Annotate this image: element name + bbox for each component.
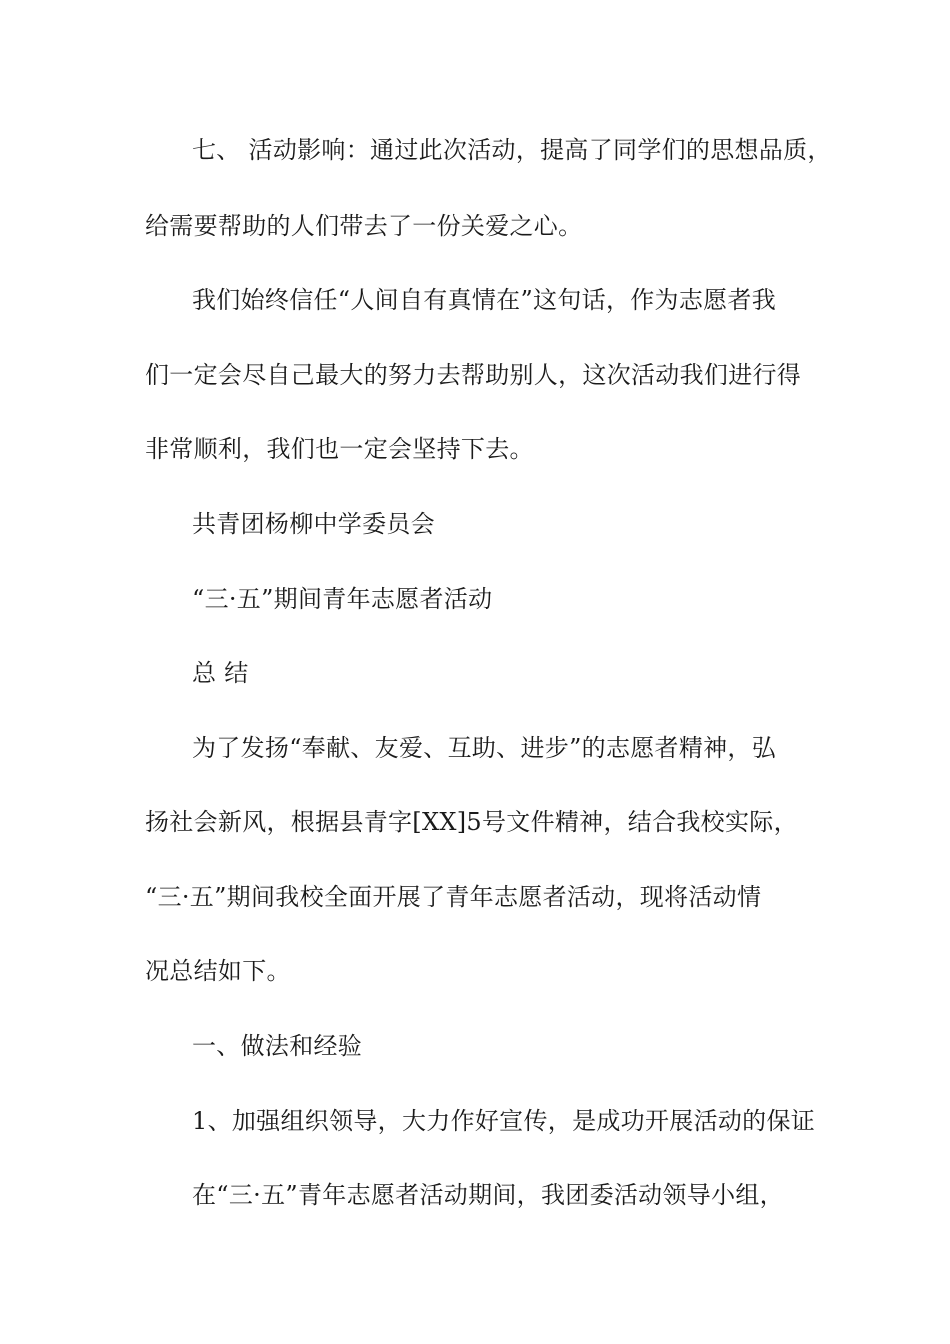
text-line: 况总结如下。 bbox=[145, 957, 291, 985]
section-title: “三·五”期间青年志愿者活动 bbox=[192, 585, 493, 613]
subheading-organization: 1、加强组织领导，大力作好宣传，是成功开展活动的保证 bbox=[192, 1107, 816, 1135]
section-subtitle: 总 结 bbox=[192, 659, 249, 687]
text-line: 给需要帮助的人们带去了一份关爱之心。 bbox=[145, 212, 583, 240]
text-line: 非常顺利，我们也一定会坚持下去。 bbox=[145, 435, 534, 463]
text-line: 扬社会新风，根据县青字[XX]5号文件精神，结合我校实际， bbox=[145, 808, 798, 836]
text-line: “三·五”期间我校全面开展了青年志愿者活动，现将活动情 bbox=[145, 883, 762, 911]
organization-name: 共青团杨柳中学委员会 bbox=[192, 510, 435, 538]
text-line: 我们始终信任“人间自有真情在”这句话，作为志愿者我 bbox=[192, 286, 777, 314]
text-line: 为了发扬“奉献、友爱、互助、进步”的志愿者精神，弘 bbox=[192, 734, 777, 762]
text-line-activity-impact: 七、 活动影响：通过此次活动，提高了同学们的思想品质， bbox=[192, 136, 832, 164]
text-line: 们一定会尽自己最大的努力去帮助别人，这次活动我们进行得 bbox=[145, 361, 802, 389]
heading-methods: 一、做法和经验 bbox=[192, 1032, 363, 1060]
text-line: 在“三·五”青年志愿者活动期间，我团委活动领导小组， bbox=[192, 1181, 784, 1209]
